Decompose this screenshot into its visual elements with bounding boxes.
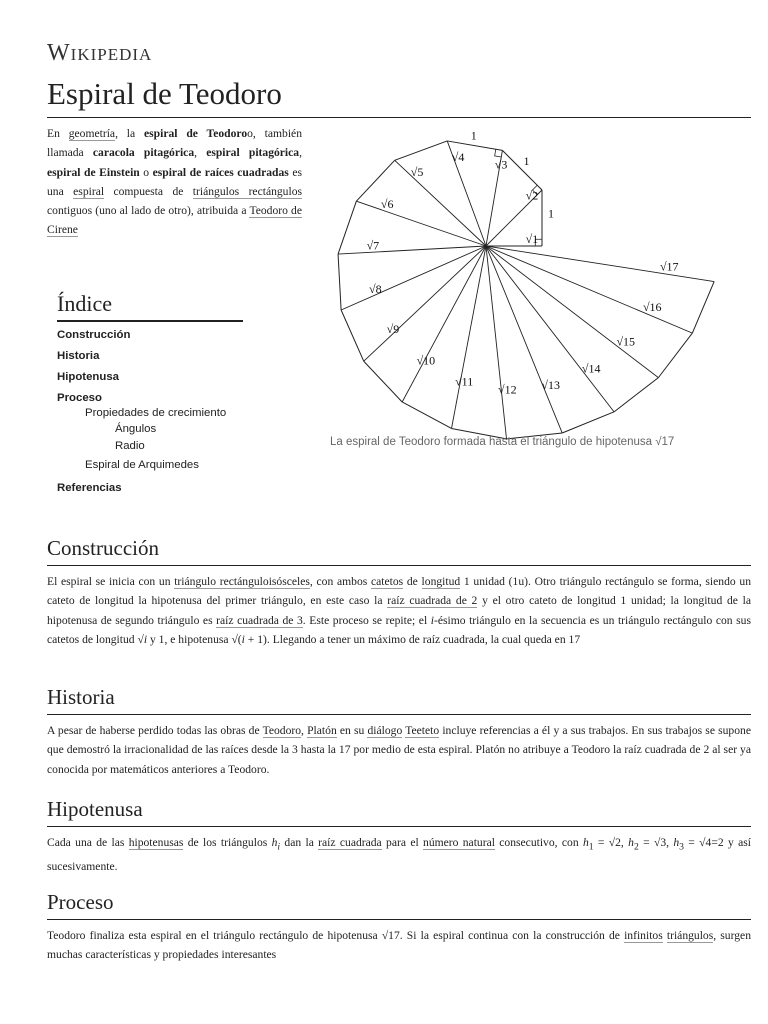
link-triangulos-rectangulos[interactable]: triángulos rectángulos — [192, 184, 303, 198]
link-espiral[interactable]: espiral — [73, 184, 105, 198]
spiral-outer-edge — [364, 361, 402, 402]
spiral-hypotenuse — [486, 246, 562, 433]
spiral-outer-edge — [614, 378, 658, 412]
link-isosceles[interactable]: isósceles — [268, 575, 310, 588]
link-raiz-cuadrada[interactable]: raíz cuadrada — [318, 836, 382, 849]
section-hipotenusa — [47, 796, 751, 876]
spiral-outer-edge — [502, 150, 542, 190]
hypotenuse-label: √8 — [368, 281, 382, 296]
spiral-outer-edge — [356, 160, 394, 201]
section-text: El espiral se inicia con un triángulo rectánguloisósceles, con ambos catetos de longitud 1 unidad (1u). Otro triángulo rectángulo se forma, siendo un cateto de longitud la hipotenusa del primer triángulo, en este caso la raíz cuadrada de 2 y el otro cateto de longitud 1 unidad; la longitud de la hipotenusa de segundo triángulo es raíz cuadrada de 3. Este proceso se repite; el i-ésimo triángulo en la secuencia es un triángulo rectángulo con sus catetos de longitud √i y 1, e hipotenusa √(i + 1). Llegando a tener un máximo de raíz cuadrada, la cual queda en 17 — [47, 575, 751, 646]
hypotenuse-label: √5 — [410, 165, 424, 180]
toc-item-historia[interactable]: Historia — [57, 350, 100, 362]
figure-caption: La espiral de Teodoro formada hasta el triángulo de hipotenusa √17 — [330, 436, 675, 448]
spiral-outer-edge — [338, 201, 356, 254]
toc-divider — [57, 320, 243, 322]
spiral-outer-edge — [338, 254, 341, 310]
section-historia — [47, 684, 751, 779]
link-triangulo-rectangulo[interactable]: triángulo rectángulo — [174, 575, 269, 588]
toc-item-construccion[interactable]: Construcción — [57, 329, 131, 341]
section-divider — [47, 714, 751, 715]
toc-item-proceso[interactable]: Proceso — [57, 392, 102, 404]
link-dialogo[interactable]: diálogo — [367, 724, 403, 737]
link-infinitos[interactable]: infinitos — [624, 929, 663, 942]
toc-item-referencias[interactable]: Referencias — [57, 482, 122, 494]
link-numero-natural[interactable]: número natural — [423, 836, 495, 849]
section-proceso — [47, 889, 751, 965]
hypotenuse-label: √10 — [416, 353, 436, 368]
link-triangulos[interactable]: triángulos — [666, 929, 714, 942]
spiral-hypotenuse — [338, 246, 486, 254]
section-text: A pesar de haberse perdido todas las obras de Teodoro, Platón en su diálogo Teeteto incluye referencias a él y a sus trabajos. En sus trabajos se supone que demostró la irracionalidad de las raíces desde la 3 hasta la 17 por medio de esta espiral. Platón no atribuye a Teodoro la raíz cuadrada de 2 al ser ya conocida por matemáticos anteriores a Teodoro. — [47, 724, 751, 776]
toc-item-hipotenusa[interactable]: Hipotenusa — [57, 371, 120, 383]
spiral-figure — [316, 128, 756, 458]
hypotenuse-label: √12 — [498, 382, 517, 397]
link-raiz-cuadrada-2[interactable]: raíz cuadrada de 2 — [387, 594, 478, 608]
hypotenuse-label: √1 — [525, 232, 539, 246]
hypotenuse-label: √15 — [616, 334, 636, 349]
toc-item-angulos[interactable]: Ángulos — [115, 423, 157, 435]
hypotenuse-label: √3 — [494, 157, 508, 172]
hypotenuse-label: √6 — [380, 197, 394, 212]
hypotenuse-label: √2 — [525, 188, 539, 203]
section-heading: Construcción — [47, 536, 159, 560]
title-divider — [47, 117, 751, 118]
page-title: Espiral de Teodoro — [47, 76, 282, 111]
toc-item-espiral-arquimedes[interactable]: Espiral de Arquimedes — [85, 459, 199, 471]
spiral-hypotenuse — [395, 160, 486, 246]
hypotenuse-label: √14 — [581, 361, 601, 376]
spiral-outer-edge — [341, 310, 364, 361]
spiral-outer-edge — [562, 412, 614, 433]
section-text: Cada una de las hipotenusas de los triángulos $h_i$ dan la raíz cuadrada para el número natural consecutivo, con $h_1 = √2$, $h_2 = √3$, $h_3 = √4=2$ y así sucesivamente. — [47, 836, 751, 873]
hypotenuse-label: √11 — [455, 374, 474, 389]
link-longitud[interactable]: longitud — [421, 575, 461, 588]
link-raiz-cuadrada-3[interactable]: raíz cuadrada de 3 — [216, 613, 303, 627]
link-teodoro[interactable]: Teodoro — [262, 724, 302, 737]
hypotenuse-label: √17 — [659, 259, 679, 274]
spiral-hypotenuse — [341, 246, 486, 310]
side-length-label: 1 — [548, 206, 555, 221]
link-geometria[interactable]: geometría — [68, 127, 116, 140]
section-text: Teodoro finaliza esta espiral en el triángulo rectángulo de hipotenusa √17. Si la espiral continua con la construcción de infinitos triángulos, surgen muchas características y propiedades interesantes — [47, 929, 751, 962]
link-teeteto[interactable]: Teeteto — [405, 724, 440, 737]
section-heading: Proceso — [47, 890, 114, 914]
section-divider — [47, 826, 751, 827]
section-divider — [47, 919, 751, 920]
section-construccion — [47, 535, 751, 649]
side-length-label: 1 — [470, 128, 477, 143]
side-length-label: 1 — [523, 154, 530, 169]
link-catetos[interactable]: catetos — [370, 575, 404, 588]
toc-title: Índice — [57, 291, 112, 316]
spiral-hypotenuse — [486, 246, 714, 282]
intro-paragraph: En geometría, la espiral de Teodoroo, también llamada caracola pitagórica, espiral pitagórica, espiral de Einstein o espiral de raíces cuadradas es una espiral compuesta de triángulos rectángulos contiguos (uno al lado de otro), atribuida a Teodoro de Cirene — [47, 127, 303, 237]
spiral-hypotenuse — [486, 246, 507, 439]
section-divider — [47, 565, 751, 566]
wikipedia-logo[interactable]: Wikipedia — [47, 40, 153, 66]
link-teodoro-de-cirene[interactable]: Teodoro de Cirene — [47, 204, 303, 237]
link-hipotenusas[interactable]: hipotenusas — [128, 836, 184, 849]
spiral-outer-edge — [395, 141, 448, 160]
hypotenuse-label: √4 — [451, 150, 465, 165]
toc-item-propiedades[interactable]: Propiedades de crecimiento — [85, 407, 227, 419]
hypotenuse-label: √9 — [386, 321, 400, 336]
spiral-outer-edge — [402, 402, 451, 429]
section-heading: Hipotenusa — [47, 797, 143, 821]
spiral-hypotenuse — [402, 246, 486, 402]
link-platon[interactable]: Platón — [307, 724, 337, 737]
hypotenuse-label: √7 — [366, 238, 380, 253]
spiral-outer-edge — [692, 282, 714, 334]
spiral-outer-edge — [658, 333, 692, 378]
section-heading: Historia — [47, 685, 115, 709]
toc-item-radio[interactable]: Radio — [115, 440, 145, 452]
hypotenuse-label: √16 — [642, 299, 662, 314]
hypotenuse-label: √13 — [541, 377, 561, 392]
